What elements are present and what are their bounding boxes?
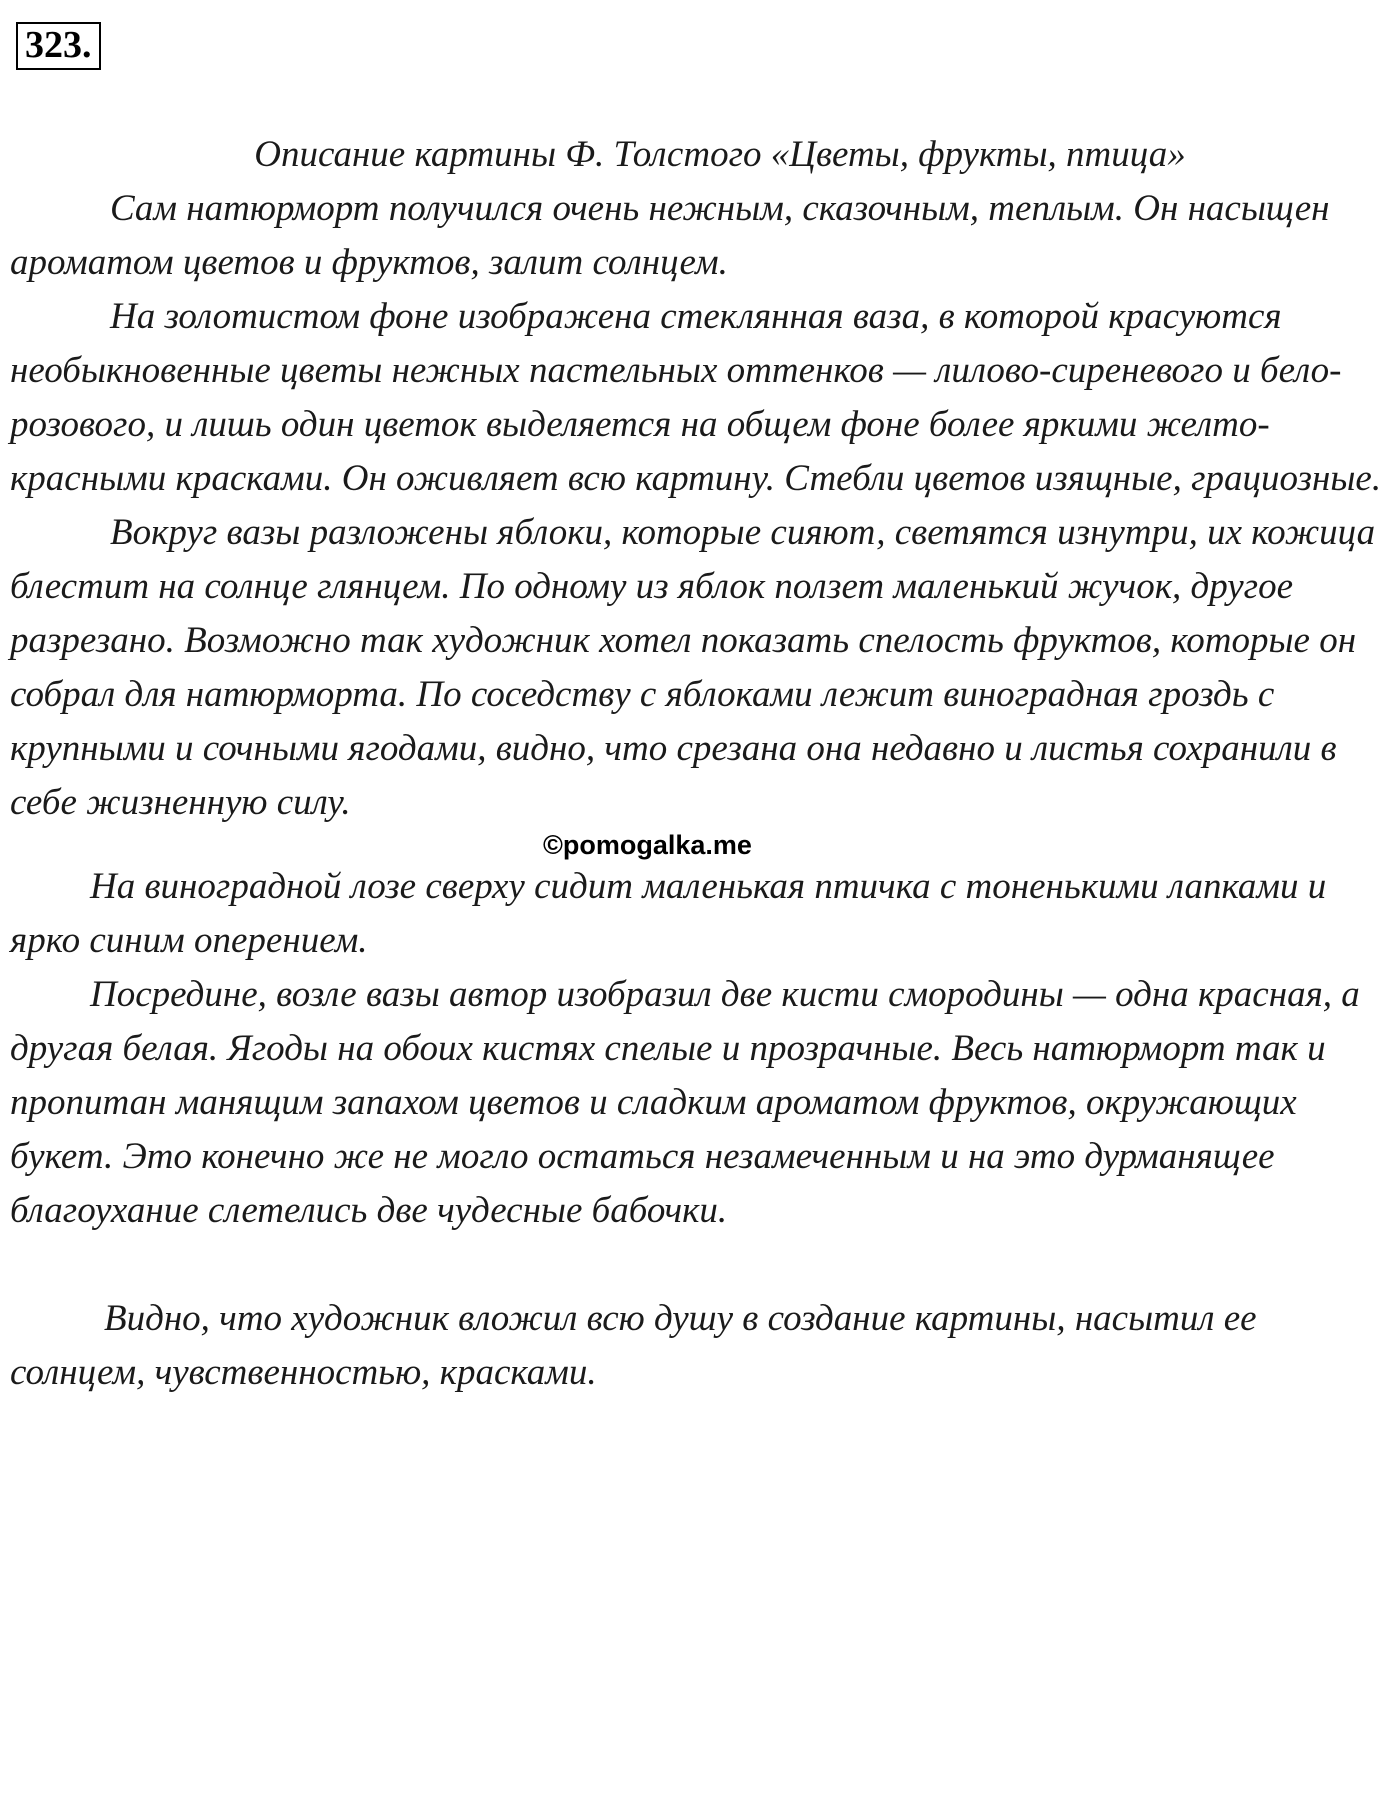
paragraph-1: Сам натюрморт получился очень нежным, сказочным, теплым. Он насыщен ароматом цветов и фруктов, залит солнцем. <box>10 188 1330 283</box>
paragraph-6: Видно, что художник вложил всю душу в создание картины, насытил ее солнцем, чувственностью, красками. <box>10 1298 1257 1393</box>
document-title: Описание картины Ф. Толстого «Цветы, фрукты, птица» <box>254 134 1186 175</box>
exercise-number: 323. <box>16 22 101 70</box>
paragraph-4: На виноградной лозе сверху сидит маленькая птичка с тоненькими лапками и ярко синим оперением. <box>10 866 1327 961</box>
paragraph-2: На золотистом фоне изображена стеклянная ваза, в которой красуются необыкновенные цветы нежных пастельных оттенков — лилово-сиреневого и бело-розового, и лишь один цветок выделяется на общем фоне более яркими желто-красными красками. Он оживляет всю картину. Стебли цветов изящные, грациозные. <box>10 296 1382 499</box>
paragraph-3: Вокруг вазы разложены яблоки, которые сияют, светятся изнутри, их кожица блестит на солнце глянцем. По одному из яблок ползет маленький жучок, другое разрезано. Возможно так художник хотел показать спелость фруктов, которые он собрал для натюрморта. По соседству с яблоками лежит виноградная гроздь с крупными и сочными ягодами, видно, что срезана она недавно и листья сохранили в себе жизненную силу. <box>10 512 1376 823</box>
watermark: ©pomogalka.me <box>543 830 752 860</box>
paragraph-5: Посредине, возле вазы автор изобразил две кисти смородины — одна красная, а другая белая. Ягоды на обоих кистях спелые и прозрачные. Весь натюрморт так и пропитан манящим запахом цветов и сладким ароматом фруктов, окружающих букет. Это конечно же не могло остаться незамеченным и на это дурманящее благоухание слетелись две чудесные бабочки. <box>10 974 1360 1231</box>
document-body <box>10 128 1390 1400</box>
